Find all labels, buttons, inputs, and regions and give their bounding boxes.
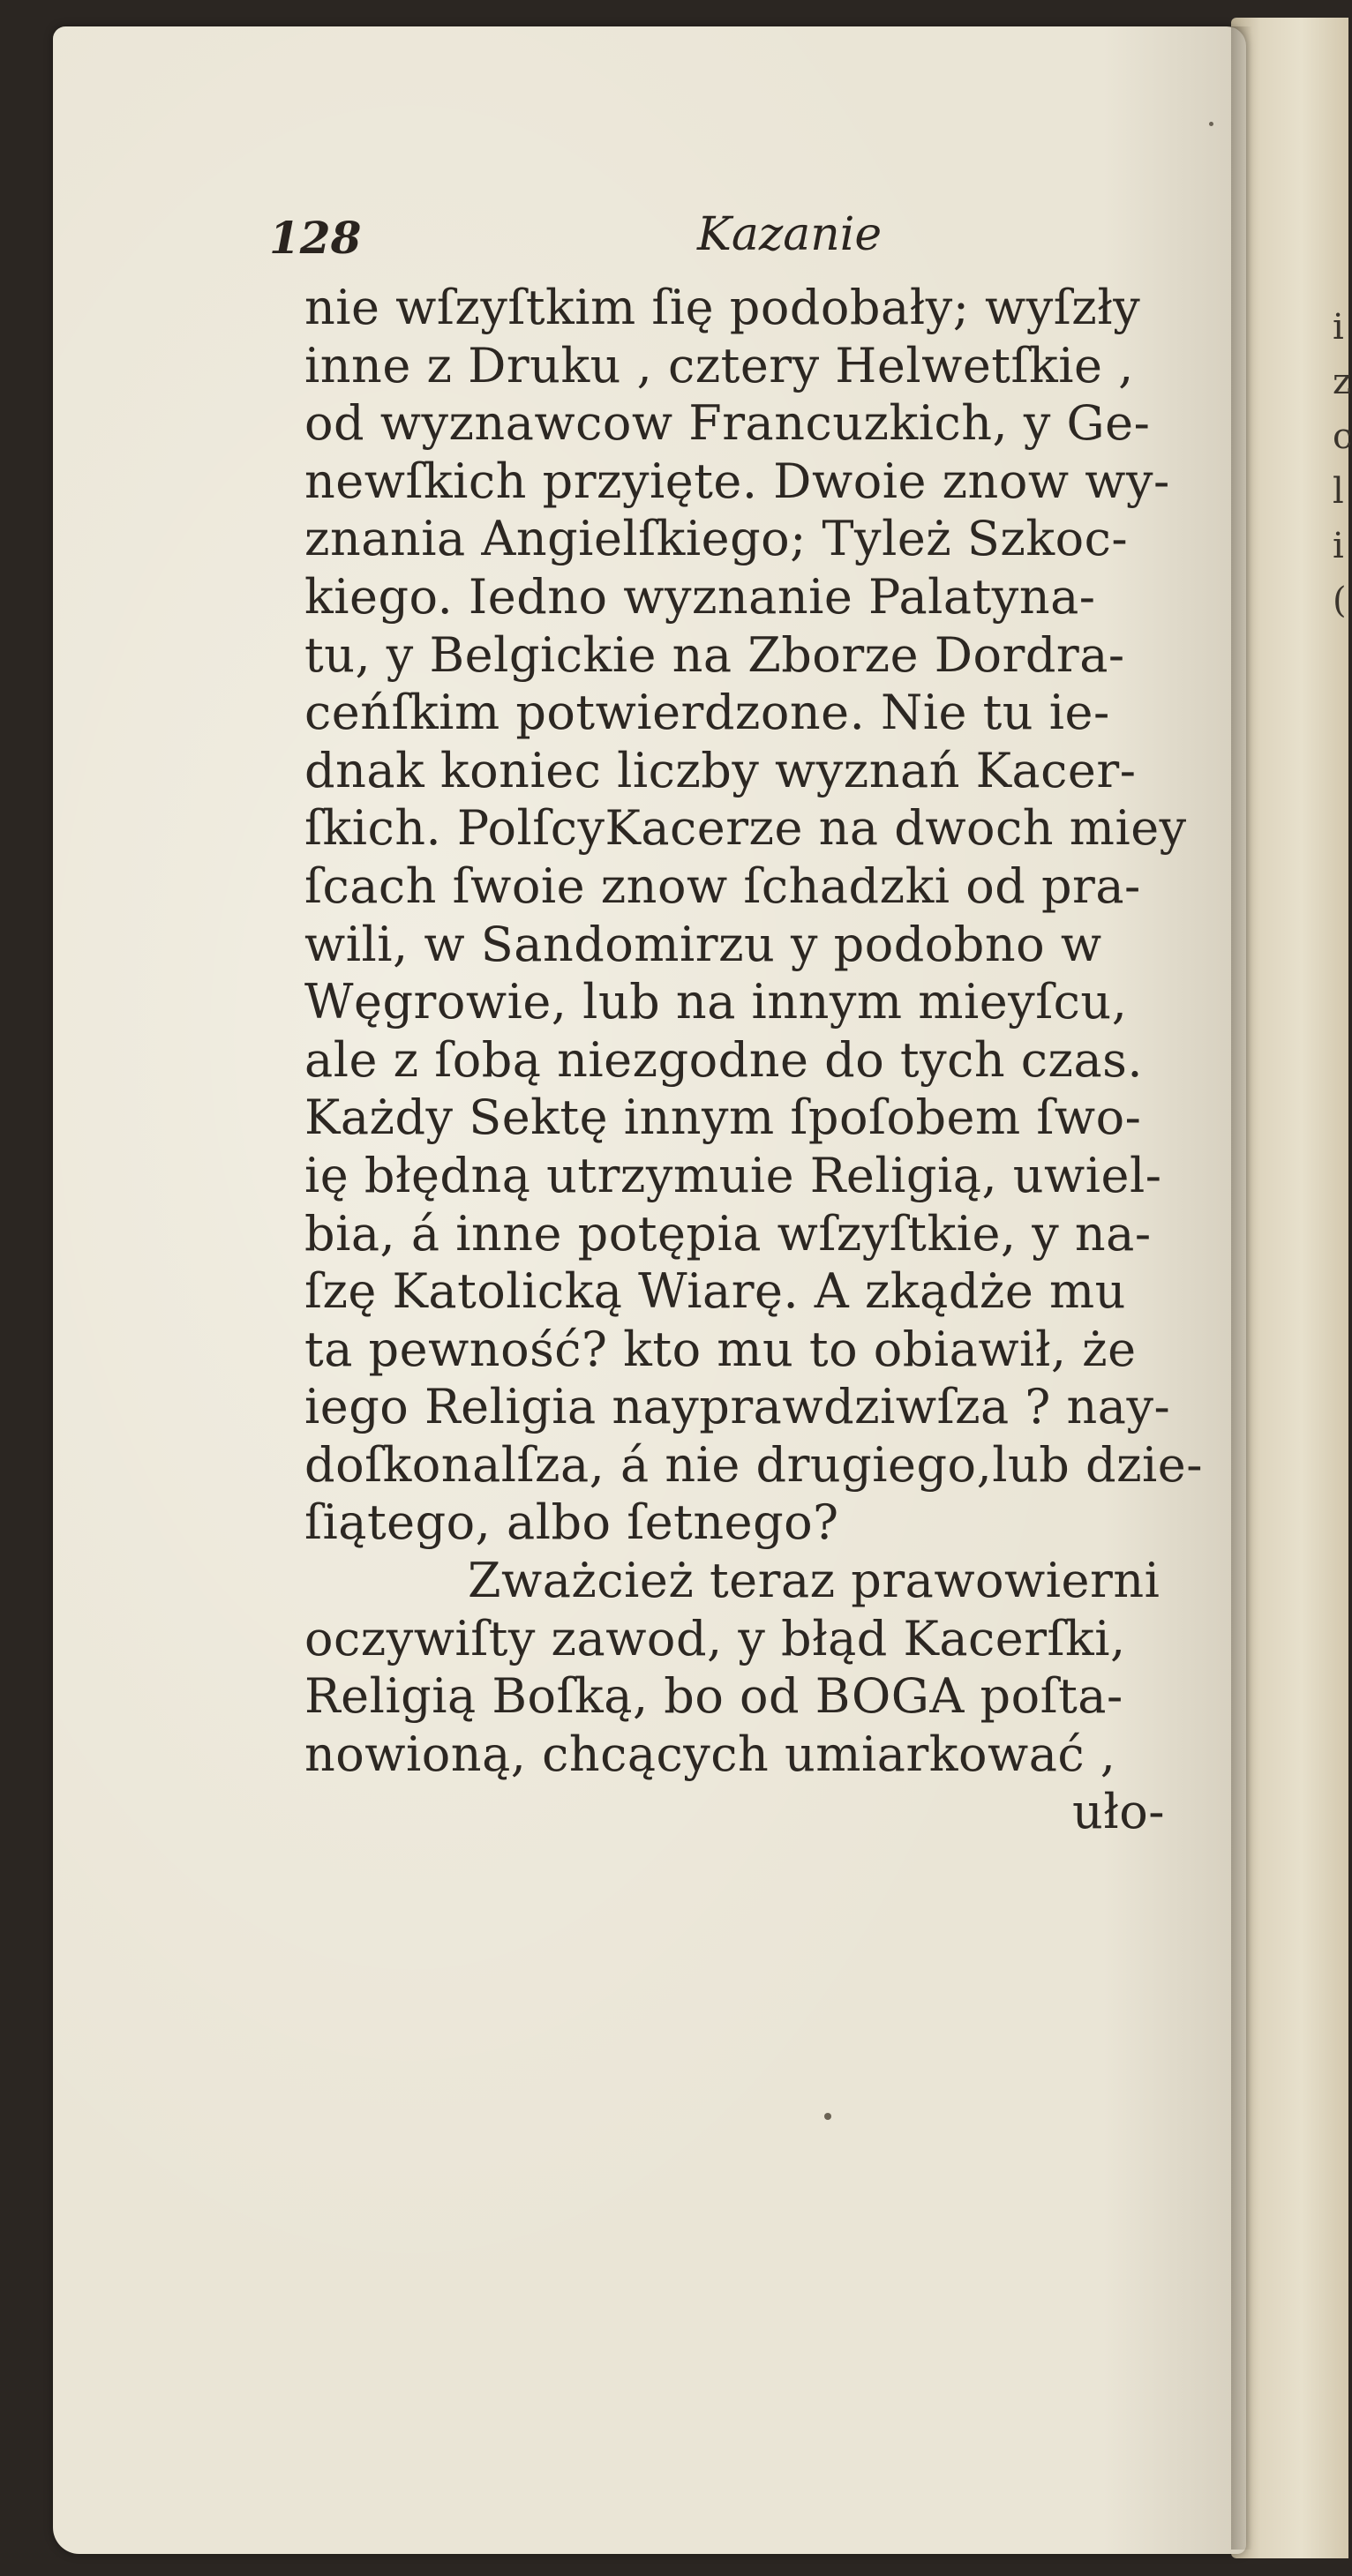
- facing-page-fragment: i: [1333, 307, 1344, 348]
- text-line: ſcach ſwoie znow ſchadzki od pra-: [304, 857, 1141, 914]
- text-line: znania Angielſkiego; Tyleż Szkoc-: [304, 511, 1129, 567]
- text-line: ſkich. PolſcyKacerze na dwoch miey: [304, 800, 1187, 857]
- text-line: ię błędną utrzymuie Religią, uwiel-: [304, 1147, 1162, 1203]
- facing-page-fragment: c: [1333, 416, 1352, 457]
- facing-page-fragment: i: [1333, 526, 1344, 566]
- text-line: nowioną, chcących umiarkować ,: [304, 1726, 1116, 1782]
- text-line: ale z ſobą niezgodne do tych czas.: [304, 1031, 1144, 1088]
- text-line: ſzę Katolicką Wiarę. A zkądże mu: [304, 1263, 1126, 1320]
- text-line: od wyznawcow Francuzkich, y Ge-: [304, 395, 1151, 452]
- facing-page-text-fragments: [1333, 300, 1352, 628]
- paper-speck: [1209, 122, 1213, 126]
- facing-page-fragment: z: [1333, 362, 1352, 402]
- text-line: Każdy Sektę innym ſpoſobem ſwo-: [304, 1090, 1142, 1146]
- facing-page-fragment: (: [1333, 580, 1347, 621]
- text-line: wili, w Sandomirzu y podobno w: [304, 916, 1102, 972]
- text-line: newſkich przyięte. Dwoie znow wy-: [304, 453, 1170, 509]
- text-line: iego Religia nayprawdziwſza ? nay-: [304, 1379, 1171, 1435]
- catchword: uło-: [1072, 1784, 1166, 1840]
- page-text: [304, 279, 1258, 1841]
- page-header: [0, 208, 1348, 273]
- text-line: dnak koniec liczby wyznań Kacer-: [304, 742, 1137, 798]
- paper-speck: [824, 2113, 831, 2120]
- text-line: tu, y Belgickie na Zborze Dordra-: [304, 626, 1125, 683]
- paragraph-first-line: Zważcież teraz prawowierni: [468, 1553, 1160, 1609]
- text-line: inne z Druku , cztery Helwetſkie ,: [304, 337, 1134, 393]
- running-head: Kazanie: [697, 208, 883, 261]
- text-line: bia, á inne potępia wſzyſtkie, y na-: [304, 1205, 1152, 1262]
- text-line: Religią Boſką, bo od BOGA poſta-: [304, 1668, 1123, 1725]
- text-line: ſiątego, albo ſetnego?: [304, 1494, 839, 1551]
- facing-page-fragment: l: [1333, 471, 1344, 512]
- text-line: ta pewność? kto mu to obiawił, że: [304, 1321, 1137, 1377]
- text-line: Węgrowie, lub na innym mieyſcu,: [304, 974, 1128, 1030]
- text-line: kiego. Iedno wyznanie Palatyna-: [304, 568, 1096, 625]
- text-line: ceńſkim potwierdzone. Nie tu ie-: [304, 685, 1110, 741]
- text-line: doſkonalſza, á nie drugiego,lub dzie-: [304, 1436, 1204, 1493]
- page-number: 128: [269, 212, 362, 264]
- text-line: oczywiſty zawod, y błąd Kacerſki,: [304, 1610, 1126, 1666]
- text-line: nie wſzyſtkim ſię podobały; wyſzły: [304, 280, 1141, 335]
